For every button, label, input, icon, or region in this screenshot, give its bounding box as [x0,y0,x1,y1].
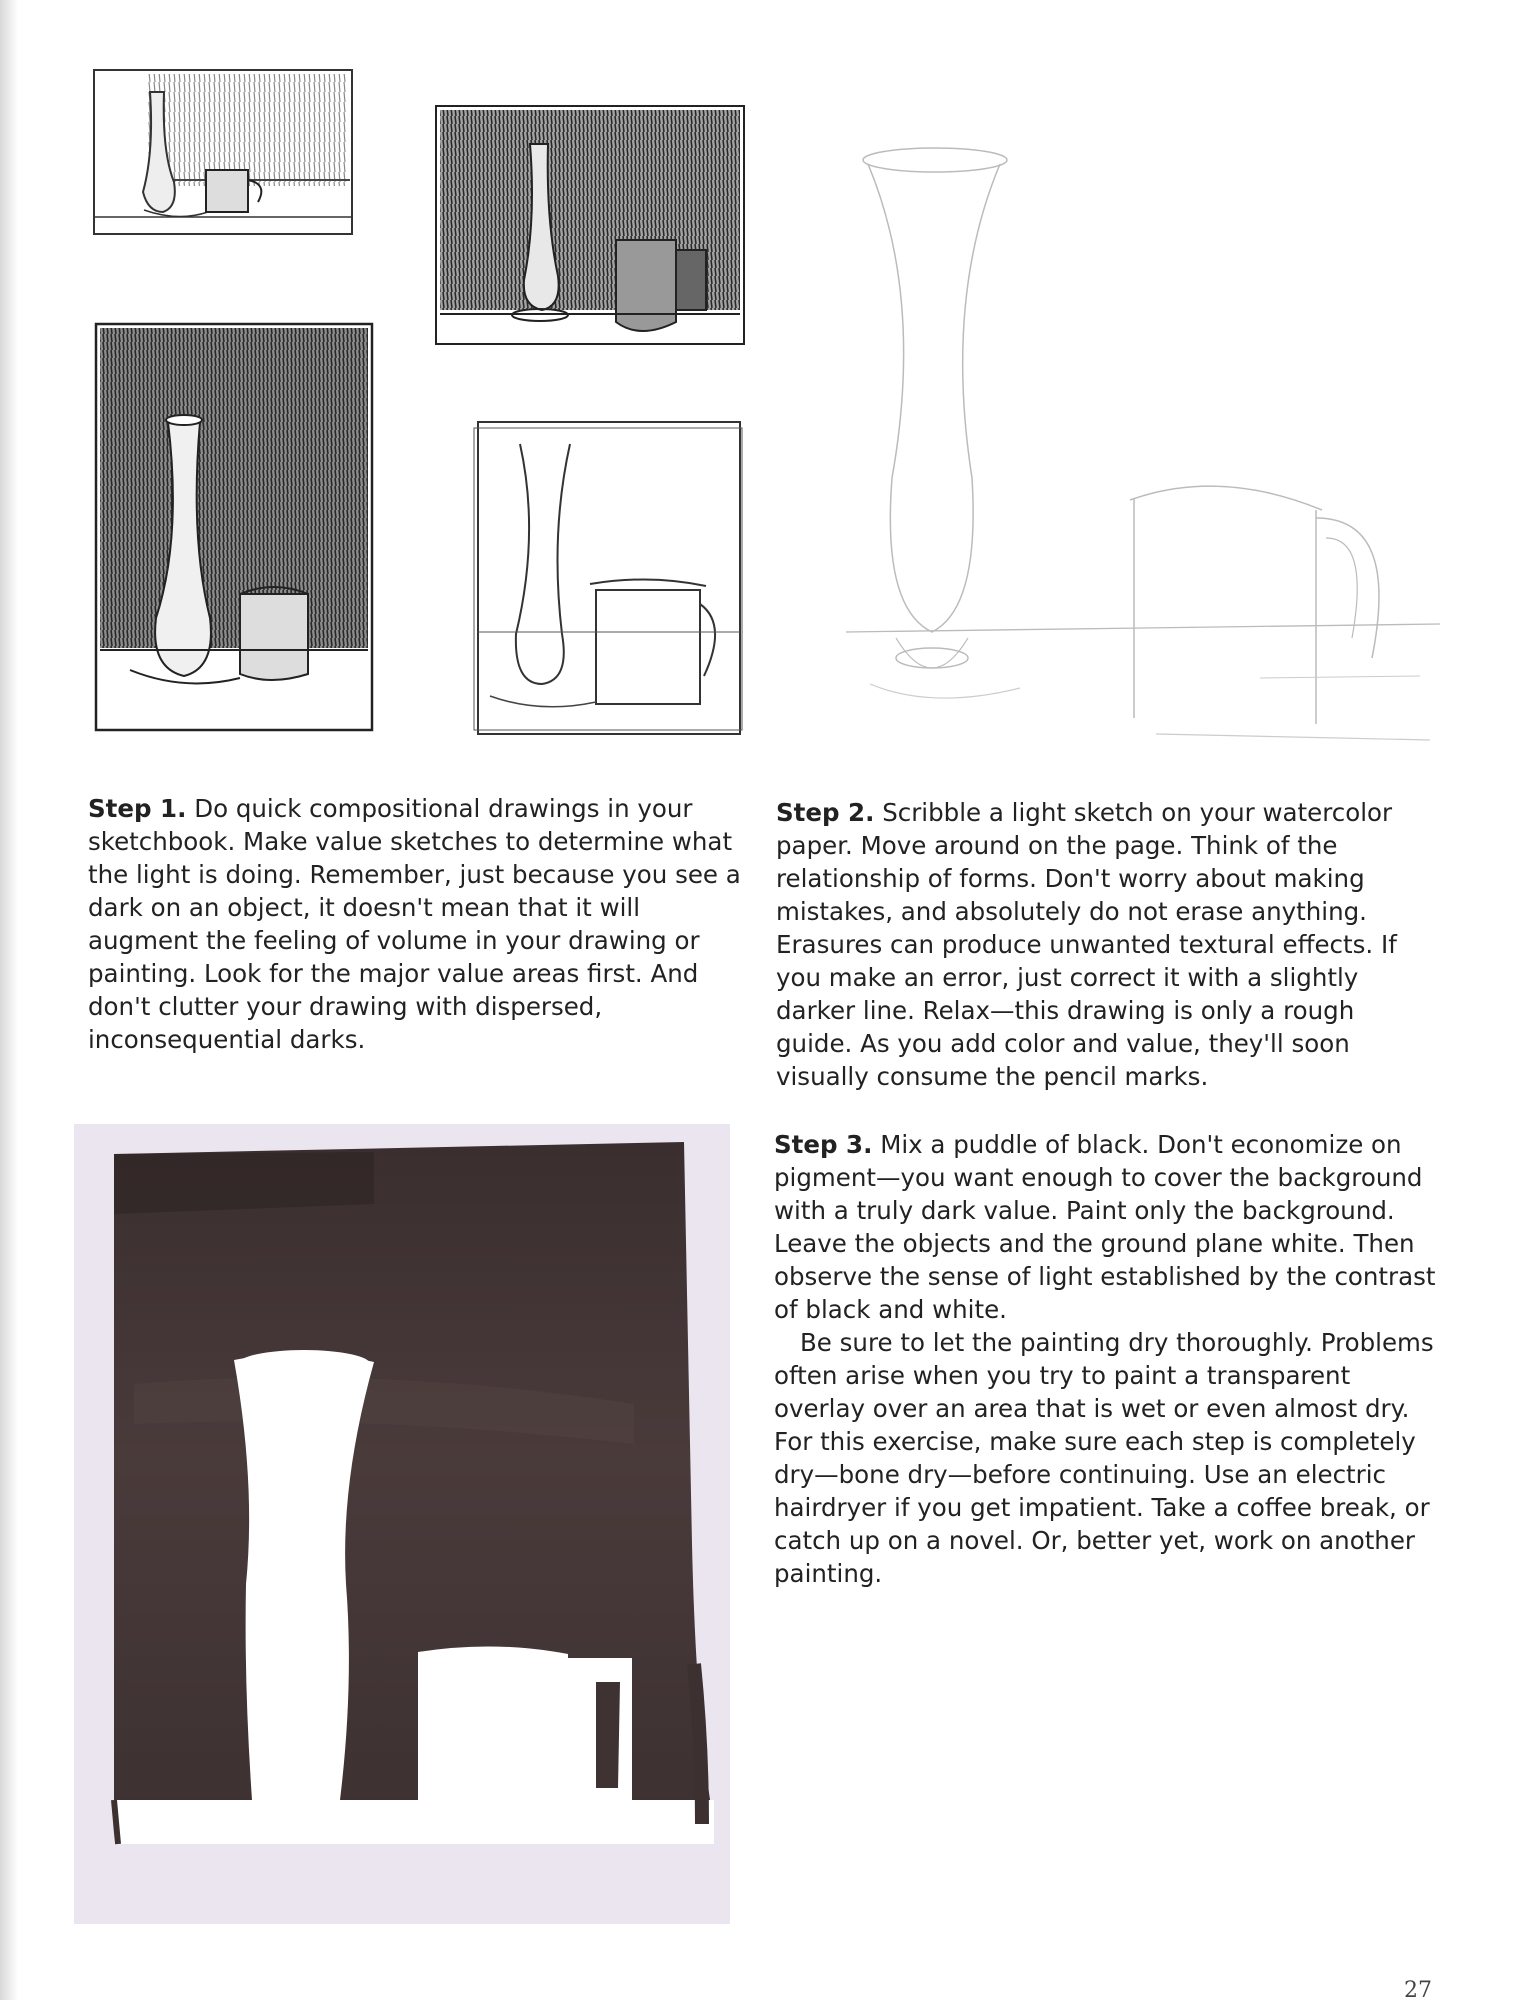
step1-label: Step 1. [88,794,187,823]
step2-text: Scribble a light sketch on your watercolor paper. Move around on the page. Think of the relationship of forms. Don't worry about making mistakes, and absolutely do not erase anything. Erasures can produce unwanted textural effects. If you make an error, just correct it with a slightly darker line. Relax—this drawing is only a rough guide. As you add color and value, they'll soon visually consume the pencil marks. [776,798,1397,1091]
thumbnail-sketch-1 [88,62,358,242]
step3-text: Mix a puddle of black. Don't economize on pigment—you want enough to cover the background with a truly dark value. Paint only the background. Leave the objects and the ground plane white. Then observe the sense of light established by the contrast of black and white. [774,1130,1436,1324]
thumbnail-sketch-3 [90,318,380,738]
page-gutter-shadow [0,0,18,2000]
step3-label: Step 3. [774,1130,873,1159]
step3-text-2: Be sure to let the painting dry thoroughly. Problems often arise when you try to paint a transparent overlay over an area that is wet or even almost dry. For this exercise, make sure each step is completely dry—bone dry—before continuing. Use an electric hairdryer if you get impatient. Take a coffee break, or catch up on a novel. Or, better yet, work on another painting. [774,1328,1434,1588]
page-number: 27 [1404,1978,1432,2003]
step3-paragraph [774,1128,1436,1590]
step2-label: Step 2. [776,798,875,827]
step3-watercolor-painting [74,1124,730,1924]
thumbnail-sketch-2 [430,100,750,352]
step2-pencil-sketch [840,138,1440,750]
step2-paragraph [776,796,1436,1093]
step1-paragraph [88,792,748,1056]
step1-text: Do quick compositional drawings in your sketchbook. Make value sketches to determine what the light is doing. Remember, just because you see a dark on an object, it doesn't mean that it will augment the feeling of volume in your drawing or painting. Look for the major value areas first. And don't clutter your drawing with dispersed, inconsequential darks. [88,794,741,1054]
thumbnail-sketch-4 [470,414,750,744]
